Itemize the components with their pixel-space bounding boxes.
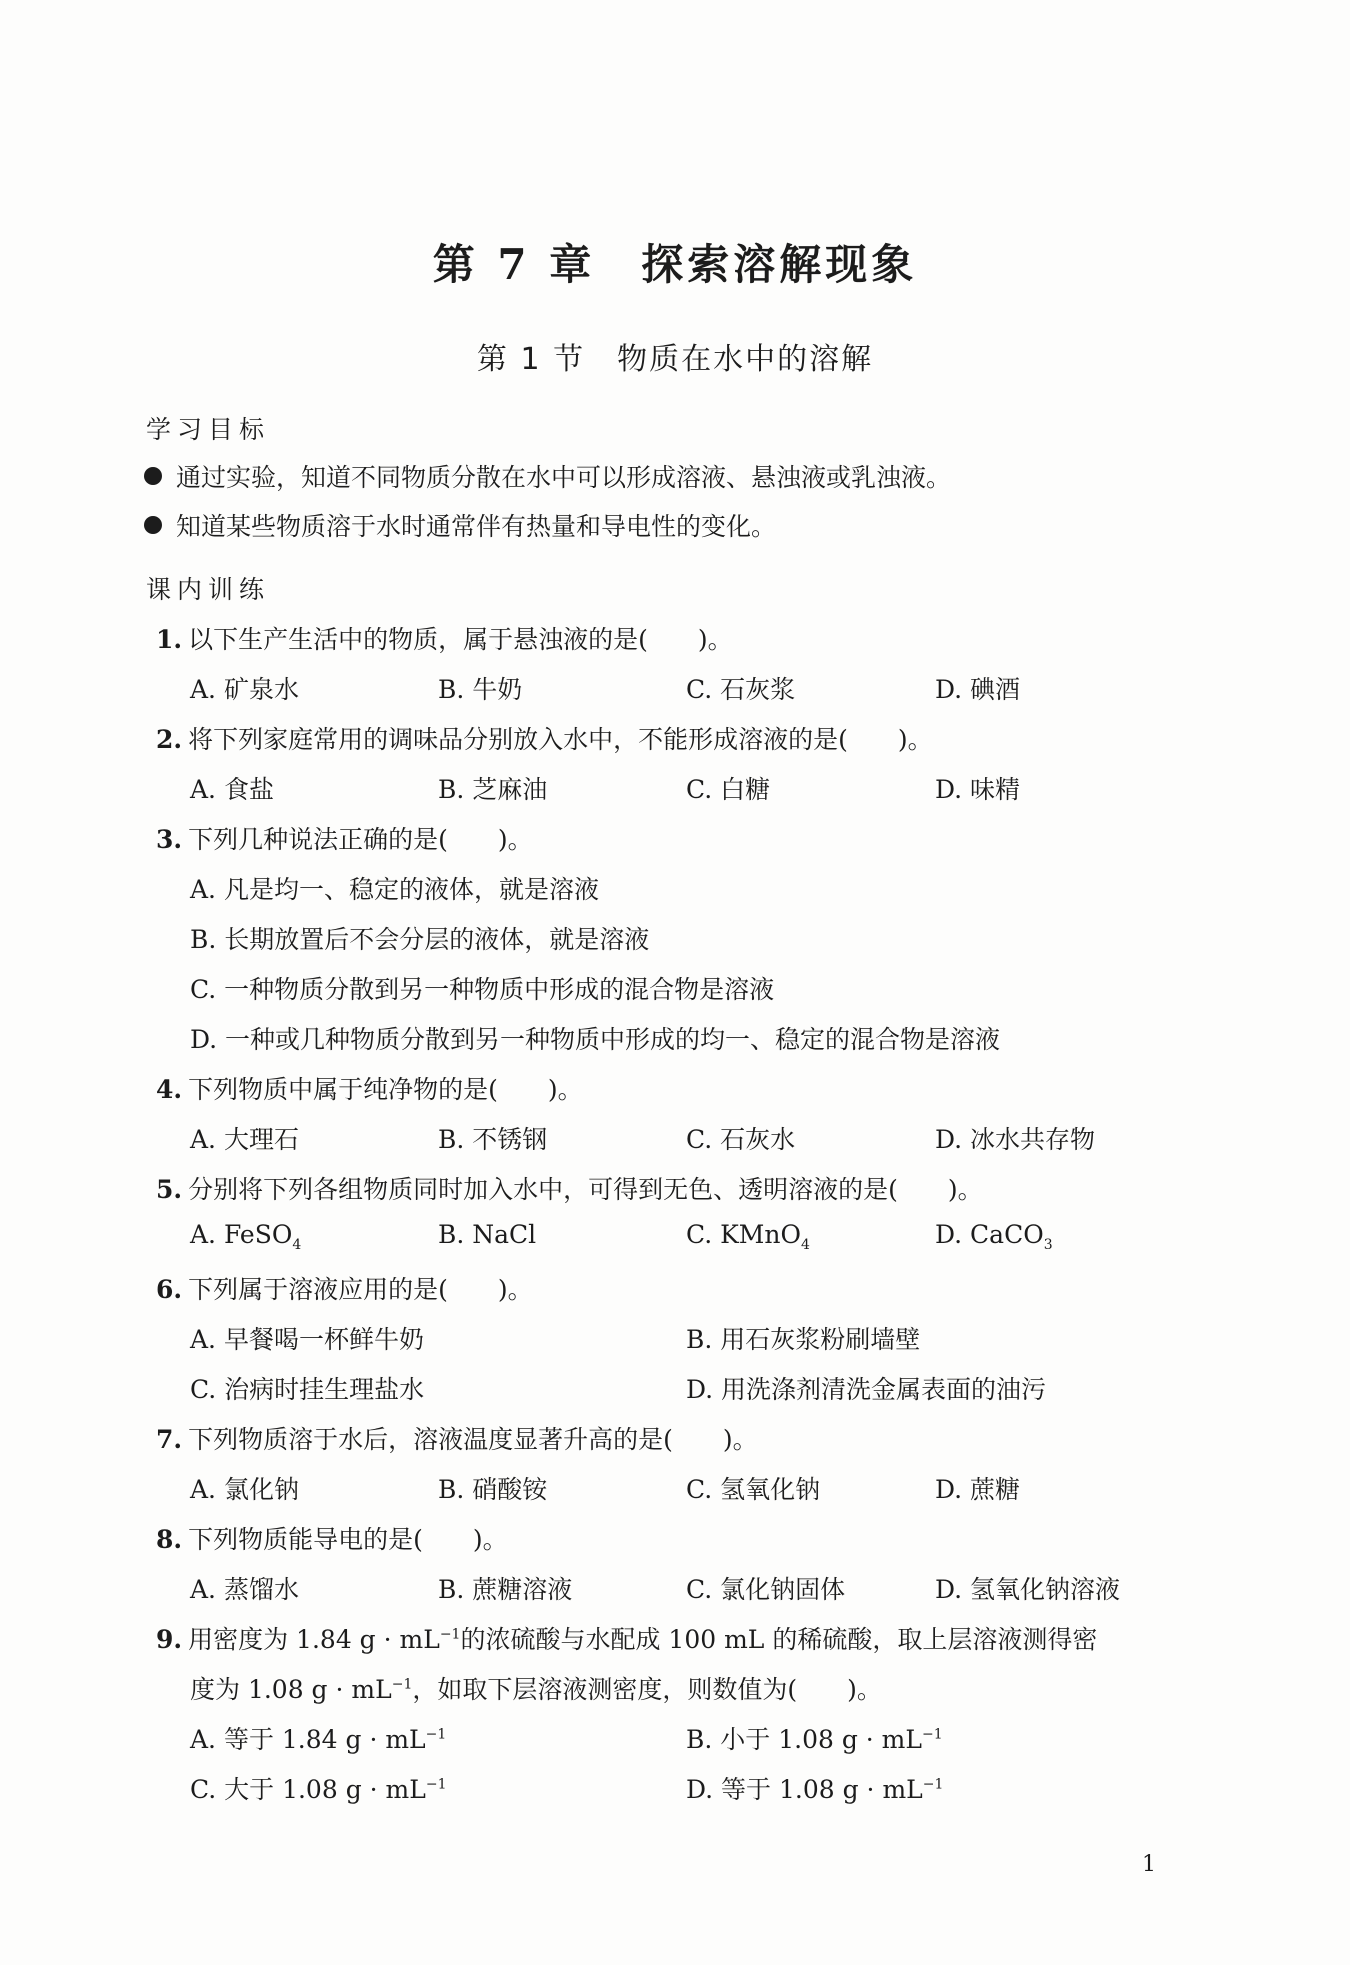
question-6 xyxy=(156,1270,533,1306)
question-number: 7. xyxy=(156,1425,183,1454)
option-a: A. 蒸馏水 xyxy=(190,1575,299,1604)
section-title: 第 1 节 物质在水中的溶解 xyxy=(476,342,874,377)
option-text: B. NaCl xyxy=(438,1220,537,1249)
objective-item xyxy=(144,458,951,494)
subscript: 4 xyxy=(292,1237,302,1253)
option-text: C. KMnO xyxy=(686,1220,802,1249)
question-3 xyxy=(156,820,533,856)
option-b xyxy=(686,1720,943,1756)
superscript: −1 xyxy=(439,1626,461,1643)
option-c: C. 氢氧化钠 xyxy=(686,1475,821,1504)
page-number: 1 xyxy=(1142,1852,1156,1877)
question-stem: 下列几种说法正确的是( )。 xyxy=(188,825,533,854)
option-d xyxy=(935,1220,1053,1253)
option-text: A. 等于 1.84 g · mL xyxy=(190,1725,426,1754)
question-stem: 下列属于溶液应用的是( )。 xyxy=(188,1275,533,1304)
question-stem: 下列物质溶于水后，溶液温度显著升高的是( )。 xyxy=(188,1425,758,1454)
option-b: B. 长期放置后不会分层的液体，就是溶液 xyxy=(190,925,650,954)
option-a: A. 大理石 xyxy=(190,1125,299,1154)
option-text: D. CaCO xyxy=(935,1220,1044,1249)
question-stem: 用密度为 1.84 g · mL xyxy=(188,1625,440,1654)
superscript: −1 xyxy=(921,1726,943,1743)
bullet-icon xyxy=(144,467,162,485)
objective-text: 通过实验，知道不同物质分散在水中可以形成溶液、悬浊液或乳浊液。 xyxy=(176,463,952,492)
question-9 xyxy=(156,1620,1097,1656)
option-text: B. 小于 1.08 g · mL xyxy=(686,1725,922,1754)
option-text: D. 等于 1.08 g · mL xyxy=(686,1775,923,1804)
option-b: B. 芝麻油 xyxy=(438,775,548,804)
superscript: −1 xyxy=(425,1776,447,1793)
option-d: D. 一种或几种物质分散到另一种物质中形成的均一、稳定的混合物是溶液 xyxy=(190,1025,1001,1054)
option-b: B. 蔗糖溶液 xyxy=(438,1575,573,1604)
option-c xyxy=(190,1770,446,1806)
chapter-title: 第 7 章 探索溶解现象 xyxy=(432,240,918,289)
option-d: D. 蔗糖 xyxy=(935,1475,1021,1504)
option-a: A. 矿泉水 xyxy=(190,675,299,704)
question-number: 9. xyxy=(156,1625,183,1654)
question-1 xyxy=(156,620,733,656)
option-text: A. FeSO xyxy=(190,1220,293,1249)
question-stem: 以下生产生活中的物质，属于悬浊液的是( )。 xyxy=(188,625,733,654)
superscript: −1 xyxy=(425,1726,447,1743)
option-d xyxy=(686,1770,943,1806)
option-c xyxy=(686,1220,810,1253)
option-c: C. 白糖 xyxy=(686,775,771,804)
option-d: D. 用洗涤剂清洗金属表面的油污 xyxy=(686,1375,1047,1404)
option-a: A. 食盐 xyxy=(190,775,274,804)
option-c: C. 石灰浆 xyxy=(686,675,796,704)
question-stem: 将下列家庭常用的调味品分别放入水中，不能形成溶液的是( )。 xyxy=(188,725,933,754)
question-stem: 度为 1.08 g · mL xyxy=(190,1675,392,1704)
bullet-icon xyxy=(144,516,162,534)
superscript: −1 xyxy=(922,1776,944,1793)
option-a xyxy=(190,1220,301,1253)
option-b: B. 硝酸铵 xyxy=(438,1475,548,1504)
option-a: A. 氯化钠 xyxy=(190,1475,299,1504)
question-stem: ，如取下层溶液测密度，则数值为( )。 xyxy=(412,1675,882,1704)
question-number: 3. xyxy=(156,825,183,854)
question-number: 1. xyxy=(156,625,183,654)
option-a: A. 凡是均一、稳定的液体，就是溶液 xyxy=(190,875,599,904)
subscript: 3 xyxy=(1043,1237,1053,1253)
practice-heading: 课内训练 xyxy=(146,575,271,604)
option-text: C. 大于 1.08 g · mL xyxy=(190,1775,426,1804)
objective-item xyxy=(144,507,776,543)
superscript: −1 xyxy=(391,1676,413,1693)
option-c: C. 氯化钠固体 xyxy=(686,1575,846,1604)
question-7 xyxy=(156,1420,758,1456)
option-b: B. 牛奶 xyxy=(438,675,523,704)
question-number: 8. xyxy=(156,1525,183,1554)
question-4 xyxy=(156,1070,583,1106)
question-stem: 下列物质能导电的是( )。 xyxy=(188,1525,508,1554)
option-a: A. 早餐喝一杯鲜牛奶 xyxy=(190,1325,424,1354)
question-9-line2 xyxy=(190,1670,882,1706)
option-d: D. 氢氧化钠溶液 xyxy=(935,1575,1121,1604)
question-5 xyxy=(156,1170,983,1206)
objective-text: 知道某些物质溶于水时通常伴有热量和导电性的变化。 xyxy=(176,512,777,541)
question-stem: 分别将下列各组物质同时加入水中，可得到无色、透明溶液的是( )。 xyxy=(188,1175,983,1204)
option-b: B. 不锈钢 xyxy=(438,1125,548,1154)
question-number: 6. xyxy=(156,1275,183,1304)
option-d: D. 冰水共存物 xyxy=(935,1125,1096,1154)
question-stem: 下列物质中属于纯净物的是( )。 xyxy=(188,1075,583,1104)
question-number: 4. xyxy=(156,1075,183,1104)
question-number: 2. xyxy=(156,725,183,754)
subscript: 4 xyxy=(801,1237,810,1253)
question-stem: 的浓硫酸与水配成 100 mL 的稀硫酸，取上层溶液测得密 xyxy=(460,1625,1098,1654)
objectives-heading: 学习目标 xyxy=(146,415,271,444)
option-a xyxy=(190,1720,446,1756)
question-2 xyxy=(156,720,933,756)
option-c: C. 治病时挂生理盐水 xyxy=(190,1375,425,1404)
option-b: B. 用石灰浆粉刷墙壁 xyxy=(686,1325,921,1354)
option-d: D. 味精 xyxy=(935,775,1021,804)
option-d: D. 碘酒 xyxy=(935,675,1021,704)
option-c: C. 一种物质分散到另一种物质中形成的混合物是溶液 xyxy=(190,975,775,1004)
option-c: C. 石灰水 xyxy=(686,1125,796,1154)
question-8 xyxy=(156,1520,508,1556)
question-number: 5. xyxy=(156,1175,183,1204)
option-b xyxy=(438,1220,536,1249)
